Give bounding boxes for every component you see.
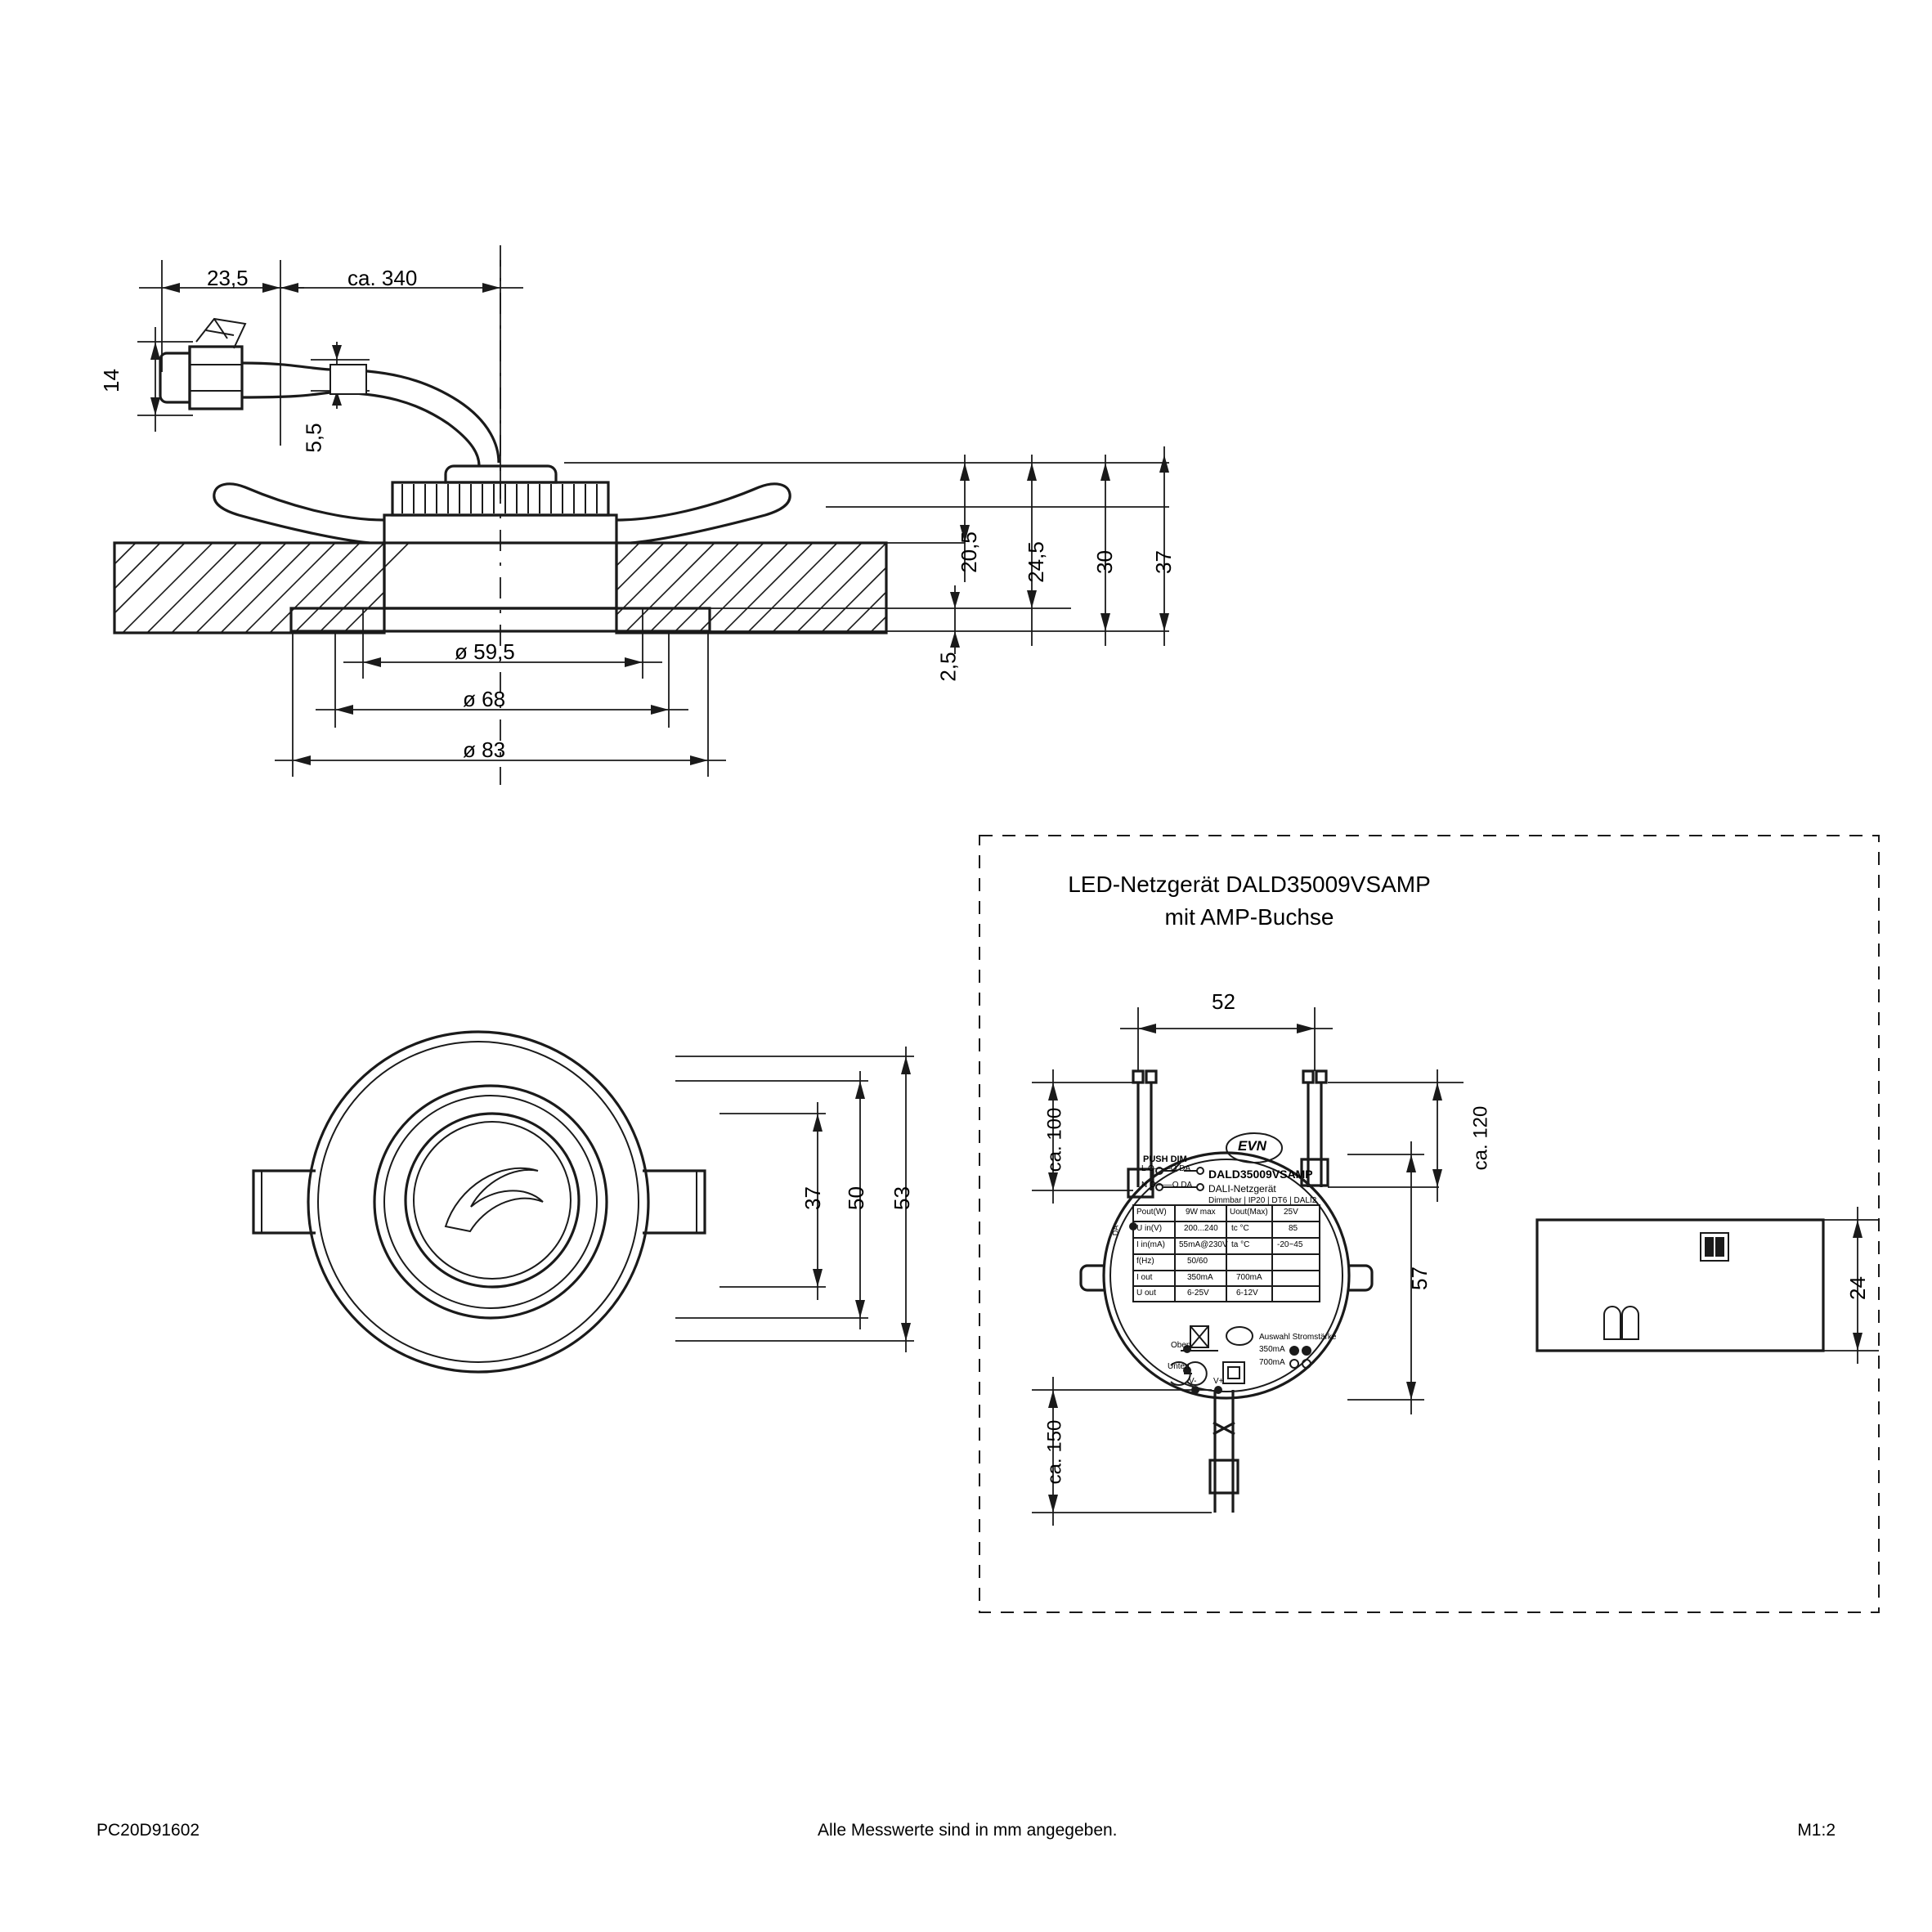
driver-table-r5c1: 6-25V [1187,1289,1209,1298]
dim-driver-height: 57 [1406,1266,1432,1290]
driver-model: DALD35009VSAMP [1208,1168,1313,1181]
dim-depth-24-5: 24,5 [1023,541,1048,583]
dim-cable-length: ca. 340 [347,266,418,290]
driver-pushdim-row-1: L O——O DA [1141,1164,1191,1173]
dim-driver-width: 52 [1212,989,1235,1014]
dim-trim-thickness: 2,5 [935,652,961,682]
dim-connector-height: 14 [98,369,123,392]
dim-depth-30: 30 [1092,550,1117,574]
driver-caption-line1: LED-Netzgerät DALD35009VSAMP [1068,872,1431,897]
driver-orientation-top: Oben [1171,1341,1191,1350]
dim-lead-right-120: ca. 120 [1469,1105,1492,1171]
driver-selector-row-2: 700mA [1259,1358,1285,1367]
driver-selector-row-1: 350mA [1259,1345,1285,1354]
driver-table-r0c0: Pout(W) [1136,1208,1167,1217]
driver-table-r0c3: 25V [1284,1208,1298,1217]
footer-part-number: PC20D91602 [96,1821,200,1840]
driver-table-r1c3: 85 [1289,1224,1298,1233]
driver-terminal-vminus: V- [1189,1377,1197,1386]
driver-table-r1c2: tc °C [1231,1224,1249,1233]
dim-front-37: 37 [800,1186,825,1210]
driver-table-r1c1: 200...240 [1184,1224,1218,1233]
driver-pushdim-row-2: N O——O DA [1141,1181,1193,1190]
driver-table-r4c2: 700mA [1236,1273,1262,1282]
driver-table-r4c1: 350mA [1187,1273,1213,1282]
dim-depth-37: 37 [1150,550,1176,574]
driver-caption-line2: mit AMP-Buchse [1164,904,1334,930]
footer-note: Alle Messwerte sind in mm angegeben. [818,1821,1118,1840]
dim-dia-cutout: ø 68 [463,687,506,711]
driver-pushdim-title: PUSH DIM [1143,1154,1187,1164]
footer-scale: M1:2 [1797,1821,1836,1840]
driver-dim-line: Dimmbar | IP20 | DT6 | DALI2 [1208,1196,1317,1205]
driver-table-r2c0: I in(mA) [1136,1240,1165,1249]
driver-terminal-vplus: V+ [1213,1377,1224,1386]
driver-type: DALI-Netzgerät [1208,1183,1276,1195]
driver-table-r3c0: f(Hz) [1136,1257,1154,1266]
driver-table-r5c2: 6-12V [1236,1289,1258,1298]
dim-driver-side-24: 24 [1845,1276,1870,1300]
dim-dia-outer: ø 83 [463,737,506,762]
driver-table-r5c0: U out [1136,1289,1156,1298]
dim-lead-left-100: ca. 100 [1043,1107,1066,1172]
dim-dia-inner: ø 59,5 [455,639,515,664]
driver-table-r0c2: Uout(Max) [1230,1208,1268,1217]
driver-brand: EVN [1238,1138,1266,1154]
dim-lead-left: 23,5 [207,266,249,290]
driver-table-r2c3: -20~45 [1277,1240,1303,1249]
driver-table-r1c0: U in(V) [1136,1224,1163,1233]
dim-depth-20-5: 20,5 [956,531,981,573]
driver-table-r2c2: ta °C [1231,1240,1250,1249]
dim-cable-dia: 5,5 [301,423,326,453]
driver-selector-title: Auswahl Stromstärke [1259,1333,1337,1342]
driver-table-r2c1: 55mA@230V [1179,1240,1228,1249]
dim-front-53: 53 [889,1186,914,1210]
driver-table-r0c1: 9W max [1186,1208,1216,1217]
driver-table-r3c1: 50/60 [1187,1257,1208,1266]
dim-lead-bottom-150: ca. 150 [1043,1419,1066,1485]
driver-table-r4c0: I out [1136,1273,1153,1282]
driver-orientation-bottom: Unten [1168,1362,1190,1371]
driver-side-terminal-1: DA [1111,1225,1120,1236]
dim-front-50: 50 [843,1186,868,1210]
